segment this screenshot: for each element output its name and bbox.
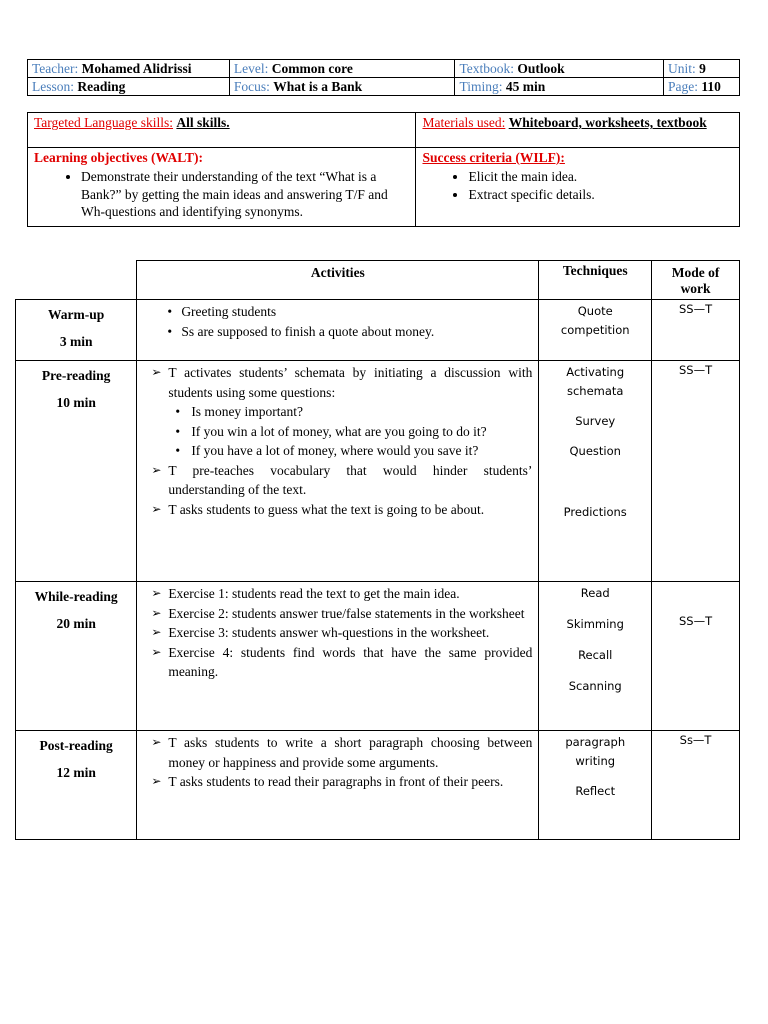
question-list [168,402,532,461]
arrow-bullet-icon: ➢ [151,605,162,620]
mode-cell: SS—T [652,582,740,731]
technique: Skimming [566,617,624,631]
mode-cell: SS—T [652,300,740,361]
criteria-row [28,148,740,227]
skills-cell [28,113,416,148]
unit-cell [664,60,740,78]
page-value: 110 [701,79,721,94]
walt-title: Learning objectives (WALT): [34,150,203,165]
activity-item [145,584,532,604]
skills-label: Targeted Language skills: [34,115,174,130]
activity-list [145,302,532,341]
page-cell [664,78,740,96]
stage-name: Pre-reading [41,368,111,383]
arrow-bullet-icon: ➢ [151,586,162,600]
skills-value: All skills. [176,115,230,130]
timing-value: 45 min [505,79,546,94]
activity-list [145,733,532,792]
activity-item [145,643,532,682]
wilf-item: • Extract specific details. [468,186,733,204]
technique: Quote competition [560,304,630,337]
activity-cell [137,300,539,361]
technique: Reflect [575,784,616,798]
activities-header-row [16,261,740,300]
stage-cell [16,731,137,840]
activity-text: T activates students’ schemata by initiating a discussion with students using some questions: [168,365,533,400]
activity-item: • Ss are supposed to finish a quote about money. [145,322,532,342]
focus-cell [229,78,455,96]
stage-time: 3 min [59,334,93,349]
stage-time: 20 min [56,616,96,631]
focus-label: Focus: [233,79,270,94]
materials-label: Materials used: [422,115,506,130]
technique: Predictions [563,505,627,519]
skills-row [28,113,740,148]
level-value: Common core [271,61,353,76]
wilf-list [422,168,733,203]
stage-name: While-reading [34,589,118,604]
textbook-cell [455,60,664,78]
activity-text: T asks students to write a short paragraph choosing between money or happiness and provide some arguments. [168,735,533,770]
activity-list [145,584,532,682]
textbook-label: Textbook: [459,61,515,76]
timing-label: Timing: [459,79,503,94]
activity-cell [137,731,539,840]
wilf-cell [416,148,740,227]
arrow-bullet-icon: ➢ [151,462,162,477]
activities-table [15,260,740,840]
activity-text: T pre-teaches vocabulary that would hinder students’ understanding of the text. [168,462,533,497]
activity-item [145,623,532,643]
header-row-1 [28,60,740,78]
question-item: • Is money important? [168,402,532,422]
technique: Survey [575,414,616,428]
walt-item: • Demonstrate their understanding of the text “What is a Bank?” by getting the main ideas and answering T/F and Wh-questions and identifying synonyms. [81,168,409,221]
wilf-item: • Elicit the main idea. [468,168,733,186]
activity-text: Exercise 1: students read the text to get the main idea. [168,586,460,601]
timing-cell [455,78,664,96]
activity-text: Exercise 2: students answer true/false statements in the worksheet [168,605,525,621]
technique: Read [580,586,610,600]
activity-item [145,363,532,461]
activity-item [145,461,532,500]
objectives-table [27,112,740,227]
lesson-label: Lesson: [32,79,74,94]
technique: Recall [578,648,613,662]
activity-item: • Greeting students [145,302,532,322]
activity-item [145,604,532,624]
technique: Scanning [568,679,622,693]
unit-value: 9 [699,61,706,76]
arrow-bullet-icon: ➢ [151,735,162,749]
unit-label: Unit: [668,61,696,76]
stage-name: Warm-up [48,307,105,322]
activity-text: T asks students to guess what the text is going to be about. [168,501,485,517]
wilf-title: Success criteria (WILF): [422,150,565,165]
activity-item [145,500,532,520]
walt-cell [28,148,416,227]
technique: Activating schemata [566,365,625,398]
lesson-cell [28,78,230,96]
page-label: Page: [668,79,699,94]
stage-time: 12 min [56,765,96,780]
arrow-bullet-icon: ➢ [151,365,162,379]
techniques-header: Techniques [539,261,652,300]
techniques-cell [539,731,652,840]
techniques-cell [539,361,652,582]
activity-item [145,772,532,792]
textbook-value: Outlook [517,61,565,76]
technique: Question [569,444,621,458]
stage-time: 10 min [56,395,96,410]
activity-text: T asks students to read their paragraphs in front of their peers. [168,774,504,789]
arrow-bullet-icon: ➢ [151,644,162,659]
stage-row-prereading [16,361,740,582]
mode-cell: Ss—T [652,731,740,840]
question-item: • If you have a lot of money, where would you save it? [168,441,532,461]
empty-header-cell [16,261,137,300]
activity-item [145,733,532,772]
activities-header: Activities [137,261,539,300]
arrow-bullet-icon: ➢ [151,625,162,639]
mode-cell: SS—T [652,361,740,582]
teacher-cell [28,60,230,78]
arrow-bullet-icon: ➢ [151,501,162,516]
materials-value: Whiteboard, worksheets, textbook [508,115,707,130]
stage-cell [16,300,137,361]
techniques-cell [539,582,652,731]
level-cell [229,60,455,78]
mode-header: Mode of work [652,261,740,300]
stage-row-whilereading [16,582,740,731]
stage-cell [16,361,137,582]
activity-cell [137,361,539,582]
techniques-cell [539,300,652,361]
technique: paragraph writing [565,735,626,768]
walt-list [34,168,409,221]
question-item: • If you win a lot of money, what are you going to do it? [168,422,532,442]
focus-value: What is a Bank [273,79,363,94]
header-row-2 [28,78,740,96]
lesson-header-table [27,59,740,96]
lesson-value: Reading [77,79,126,94]
teacher-label: Teacher: [32,61,79,76]
activity-list [145,363,532,519]
stage-row-postreading [16,731,740,840]
activity-text: Exercise 4: students find words that have the same provided meaning. [168,644,533,679]
stage-cell [16,582,137,731]
teacher-value: Mohamed Alidrissi [81,61,192,76]
activity-text: Exercise 3: students answer wh-questions in the worksheet. [168,625,490,640]
materials-cell [416,113,740,148]
stage-name: Post-reading [39,738,113,753]
stage-row-warmup [16,300,740,361]
activity-cell [137,582,539,731]
arrow-bullet-icon: ➢ [151,774,162,788]
level-label: Level: [233,61,269,76]
